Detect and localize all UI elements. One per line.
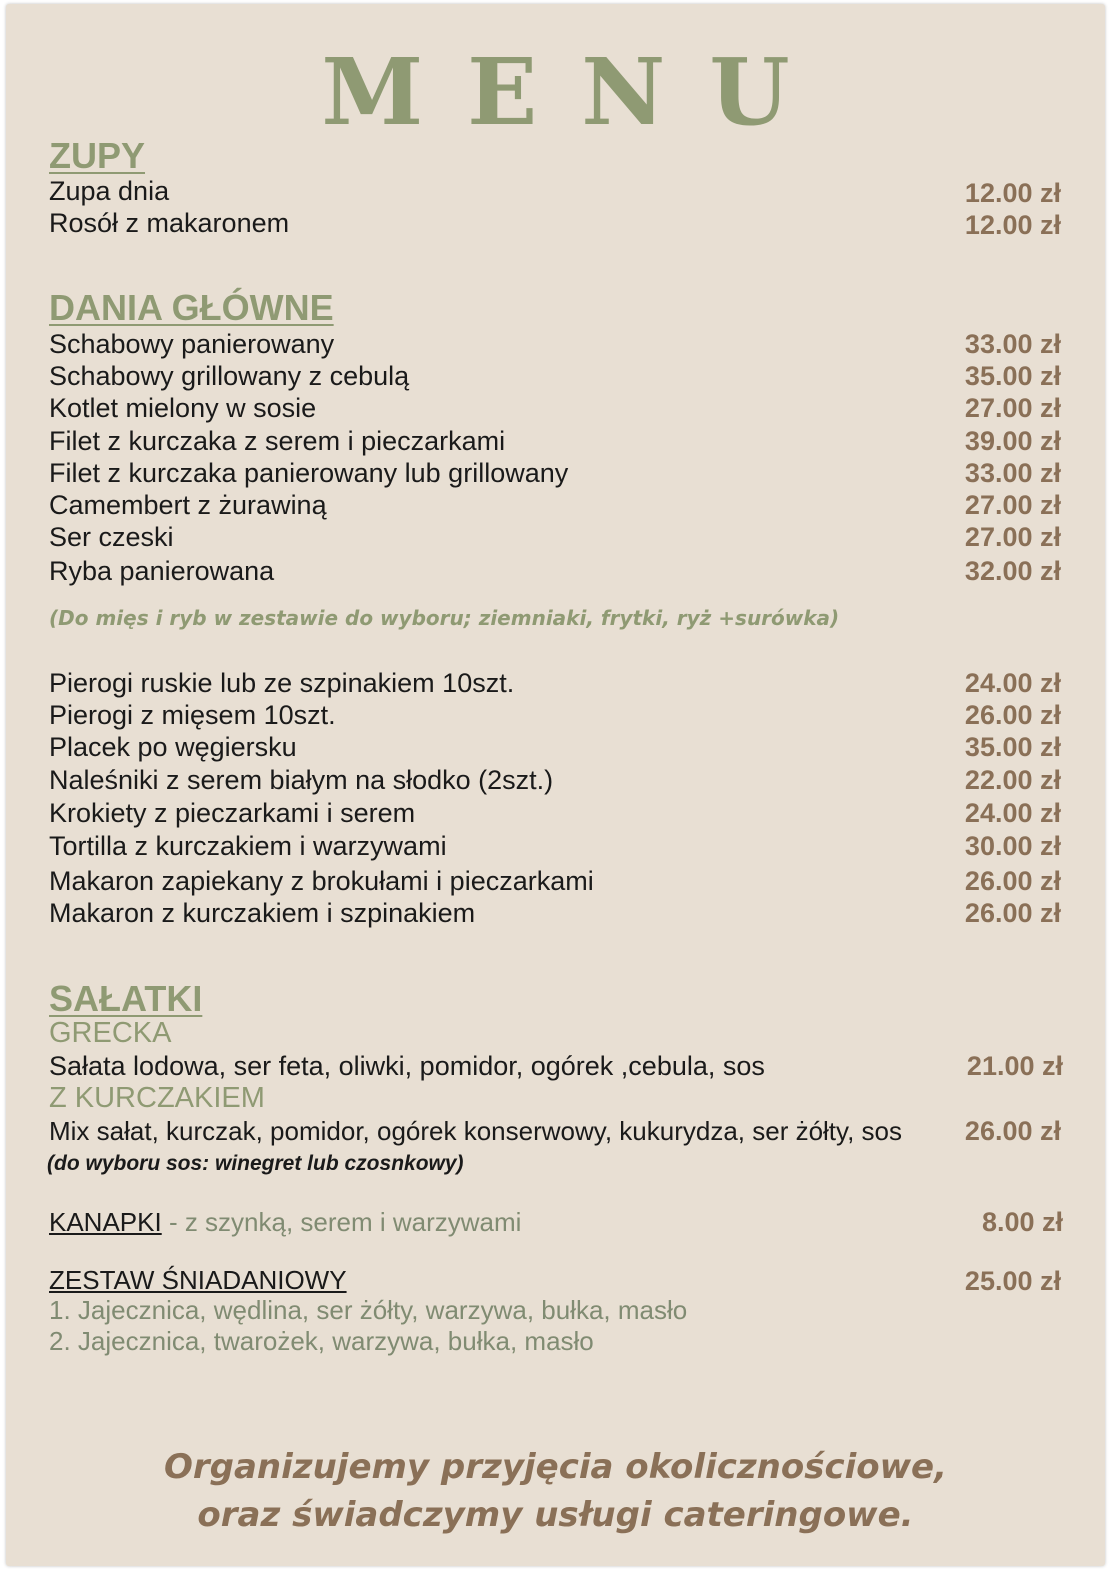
menu-item-name: Krokiety z pieczarkami i serem — [49, 798, 416, 828]
menu-item-name: Pierogi z mięsem 10szt. — [49, 700, 336, 730]
salad-grecka-price: 21.00 zł — [966, 1051, 1063, 1081]
menu-item-price: 39.00 zł — [964, 426, 1061, 456]
menu-item-name: Ser czeski — [49, 522, 174, 552]
menu-item-name: Filet z kurczaka z serem i pieczarkami — [49, 426, 506, 456]
menu-item-name: Schabowy grillowany z cebulą — [49, 361, 410, 391]
menu-item-price: 33.00 zł — [964, 458, 1061, 488]
menu-item-price: 32.00 zł — [964, 556, 1061, 586]
menu-item-price: 27.00 zł — [964, 393, 1061, 423]
salad-kurczak-desc: Mix sałat, kurczak, pomidor, ogórek konserwowy, kukurydza, ser żółty, sos — [49, 1116, 903, 1146]
menu-item-name: Rosół z makaronem — [49, 208, 290, 238]
menu-title: MENU — [321, 38, 834, 146]
side-dish-note: (Do mięs i ryb w zestawie do wyboru; ziemniaki, frytki, ryż +surówka) — [49, 606, 840, 630]
menu-item-name: Zupa dnia — [49, 176, 170, 206]
menu-item-price: 26.00 zł — [964, 898, 1061, 928]
section-heading-zupy: ZUPY — [49, 135, 146, 176]
salad-kurczak-price: 26.00 zł — [964, 1116, 1061, 1146]
menu-item-price: 35.00 zł — [964, 361, 1061, 391]
zestaw-option: 2. Jajecznica, twarożek, warzywa, bułka, masło — [49, 1326, 594, 1356]
footer-line-2: oraz świadczymy usługi cateringowe. — [197, 1495, 914, 1535]
kanapki-row — [49, 1207, 521, 1238]
zestaw-price: 25.00 zł — [964, 1266, 1061, 1296]
kanapki-price: 8.00 zł — [981, 1207, 1063, 1237]
menu-item-name: Tortilla z kurczakiem i warzywami — [49, 831, 447, 861]
menu-item-price: 24.00 zł — [964, 798, 1061, 828]
menu-item-price: 12.00 zł — [964, 210, 1061, 240]
menu-item-price: 26.00 zł — [964, 866, 1061, 896]
zestaw-label: ZESTAW ŚNIADANIOWY — [49, 1265, 347, 1295]
menu-item-name: Schabowy panierowany — [49, 329, 335, 359]
menu-item-price: 30.00 zł — [964, 831, 1061, 861]
kanapki-desc: - z szynką, serem i warzywami — [161, 1207, 522, 1237]
section-heading-dania-glowne: DANIA GŁÓWNE — [49, 287, 334, 328]
menu-item-name: Makaron zapiekany z brokułami i pieczarkami — [49, 866, 594, 896]
kanapki-label: KANAPKI — [49, 1207, 162, 1237]
salad-grecka-label: GRECKA — [49, 1017, 172, 1049]
salad-grecka-desc: Sałata lodowa, ser feta, oliwki, pomidor, ogórek ,cebula, sos — [49, 1051, 765, 1081]
menu-item-price: 27.00 zł — [964, 522, 1061, 552]
salad-kurczak-label: Z KURCZAKIEM — [49, 1082, 265, 1114]
menu-item-name: Kotlet mielony w sosie — [49, 393, 317, 423]
menu-item-price: 12.00 zł — [964, 178, 1061, 208]
salad-sauce-note: (do wyboru sos: winegret lub czosnkowy) — [47, 1152, 464, 1175]
menu-item-price: 35.00 zł — [964, 732, 1061, 762]
menu-item-price: 22.00 zł — [964, 765, 1061, 795]
section-heading-salatki: SAŁATKI — [49, 978, 203, 1019]
footer-line-1: Organizujemy przyjęcia okolicznościowe, — [163, 1447, 948, 1487]
menu-item-name: Camembert z żurawiną — [49, 490, 327, 520]
zestaw-option: 1. Jajecznica, wędlina, ser żółty, warzywa, bułka, masło — [49, 1295, 688, 1325]
menu-item-price: 26.00 zł — [964, 700, 1061, 730]
menu-item-name: Naleśniki z serem białym na słodko (2szt.) — [49, 765, 554, 795]
menu-item-name: Pierogi ruskie lub ze szpinakiem 10szt. — [49, 668, 515, 698]
menu-item-name: Placek po węgiersku — [49, 732, 297, 762]
menu-item-price: 24.00 zł — [964, 668, 1061, 698]
menu-item-name: Filet z kurczaka panierowany lub grillowany — [49, 458, 569, 488]
menu-item-price: 33.00 zł — [964, 329, 1061, 359]
menu-item-price: 27.00 zł — [964, 490, 1061, 520]
menu-item-name: Makaron z kurczakiem i szpinakiem — [49, 898, 476, 928]
menu-item-name: Ryba panierowana — [49, 556, 275, 586]
